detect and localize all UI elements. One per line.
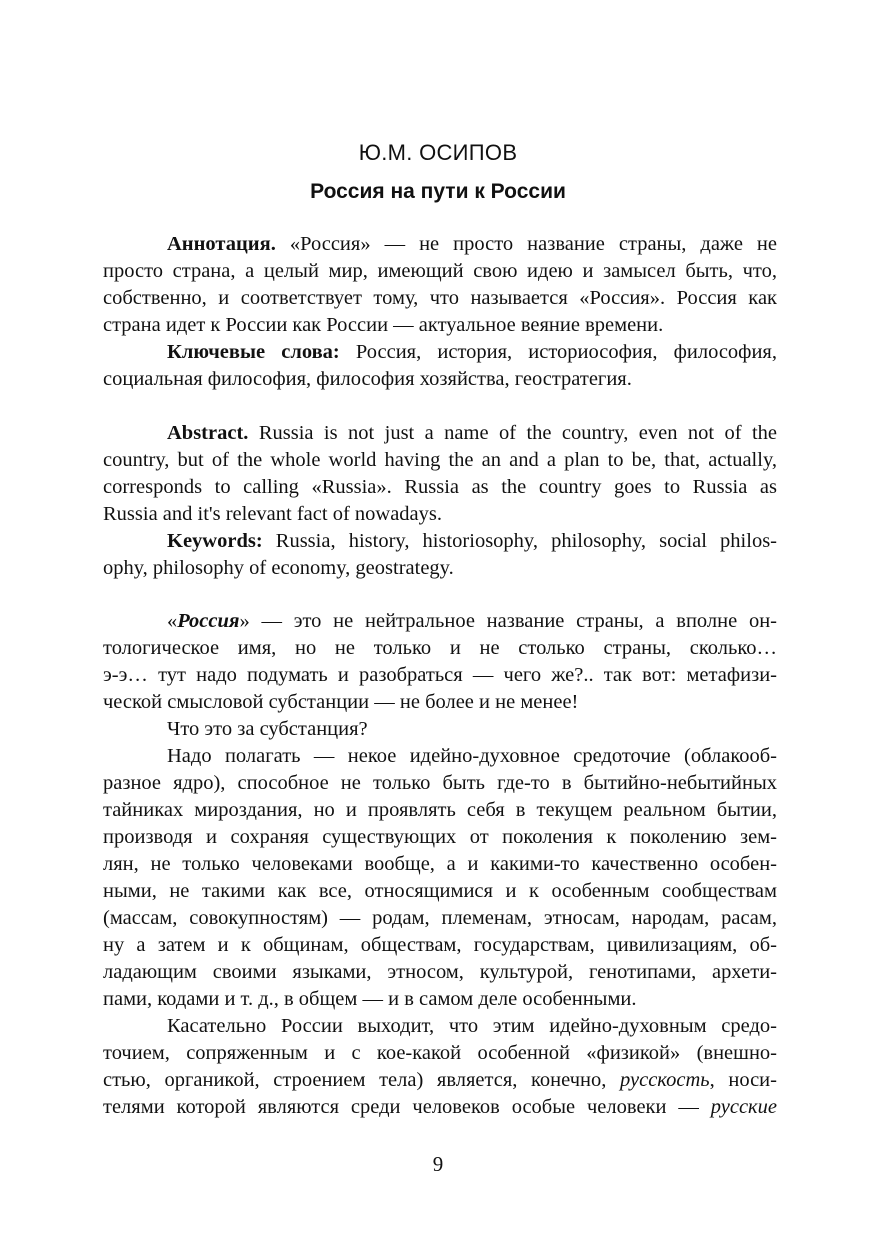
annotation-ru (103, 231, 777, 393)
body-line: Надо полагать — некое идейно-духовное средоточие (облакооб- (167, 745, 777, 767)
abstract-line: corresponds to calling «Russia». Russia as the country goes to Russia as (103, 476, 777, 498)
keywords-ru-line: социальная философия, философия хозяйства, геостратегия. (103, 368, 632, 390)
body-line: пами, кодами и т. д., в общем — и в самом деле особенными. (103, 988, 637, 1010)
body-line (103, 1067, 777, 1094)
keywords-ru-line (103, 339, 777, 366)
body-line: тологическое имя, но не только и не столько страны, сколько… (103, 637, 777, 659)
body-line: (массам, совокупностям) — родам, племенам, этносам, народам, расам, (103, 907, 777, 929)
body-line: Что это за субстанция? (167, 718, 368, 740)
page-number: 9 (432, 1152, 444, 1176)
annotation-line (103, 231, 777, 258)
abstract-en (103, 420, 777, 582)
annotation-label: Аннотация. (167, 233, 276, 255)
body-line (103, 1094, 777, 1121)
body-line: тайниках мироздания, но и проявлять себя в текущем реальном бытии, (103, 799, 777, 821)
emphasis-russia: Россия (177, 610, 240, 632)
author-name: Ю.М. ОСИПОВ (358, 140, 518, 165)
body-line (103, 608, 777, 635)
abstract-label: Abstract. (167, 422, 249, 444)
body-text-fragment: телями которой являются среди человеков особые человеки — (103, 1096, 699, 1118)
body-line: ными, не такими как все, относящимися и к особенным сообществам (103, 880, 777, 902)
keywords-ru-label: Ключевые слова: (167, 341, 340, 363)
quote-mark: « (167, 610, 178, 632)
annotation-line: страна идет к России как России — актуальное веяние времени. (103, 314, 664, 336)
body-text (103, 608, 777, 1121)
body-line: производя и сохраняя существующих от поколения к поколению зем- (103, 826, 777, 848)
abstract-line (103, 420, 777, 447)
annotation-line: собственно, и соответствует тому, что называется «Россия». Россия как (103, 287, 777, 309)
body-line: Касательно России выходит, что этим идейно-духовным средо- (167, 1015, 777, 1037)
keywords-en-line: ophy, philosophy of economy, geostrategy. (103, 557, 454, 579)
body-text-fragment: стью, органикой, строением тела) является, конечно, (103, 1069, 607, 1091)
keywords-en-line (103, 528, 777, 555)
body-line: точием, сопряженным и с кое-какой особенной «физикой» (внешно- (103, 1042, 777, 1064)
annotation-line: просто страна, а целый мир, имеющий свою идею и замысел быть, что, (103, 260, 777, 282)
annotation-text: «Россия» — не просто название страны, даже не (289, 233, 777, 255)
article-title: Россия на пути к России (310, 180, 566, 203)
emphasis-russkie: русские (710, 1096, 777, 1118)
emphasis-russkost: русскость (620, 1069, 710, 1091)
body-line: э-э… тут надо подумать и разобраться — чего же?.. так вот: метафизи- (103, 664, 777, 686)
abstract-text: Russia is not just a name of the country, even not of the (258, 422, 777, 444)
body-line: разное ядро), способное не только быть где-то в бытийно-небытийных (103, 772, 777, 794)
abstract-line: country, but of the whole world having the an and a plan to be, that, actually, (103, 449, 777, 471)
keywords-en-label: Keywords: (167, 530, 263, 552)
abstract-line: Russia and it's relevant fact of nowadays. (103, 503, 443, 525)
body-line: ну а затем и к общинам, обществам, государствам, цивилизациям, об- (103, 934, 777, 956)
keywords-ru-text: Россия, история, историософия, философия, (355, 341, 777, 363)
body-text-fragment: , носи- (709, 1069, 777, 1091)
body-line: ческой смысловой субстанции — не более и не менее! (103, 691, 579, 713)
keywords-en-text: Russia, history, historiosophy, philosophy, social philos- (275, 530, 778, 552)
body-line: ладающим своими языками, этносом, культурой, генотипами, архети- (103, 961, 777, 983)
body-text-fragment: » — это не нейтральное название страны, а вполне он- (239, 610, 777, 632)
body-line: лян, не только человеками вообще, а и какими-то качественно особен- (103, 853, 777, 875)
